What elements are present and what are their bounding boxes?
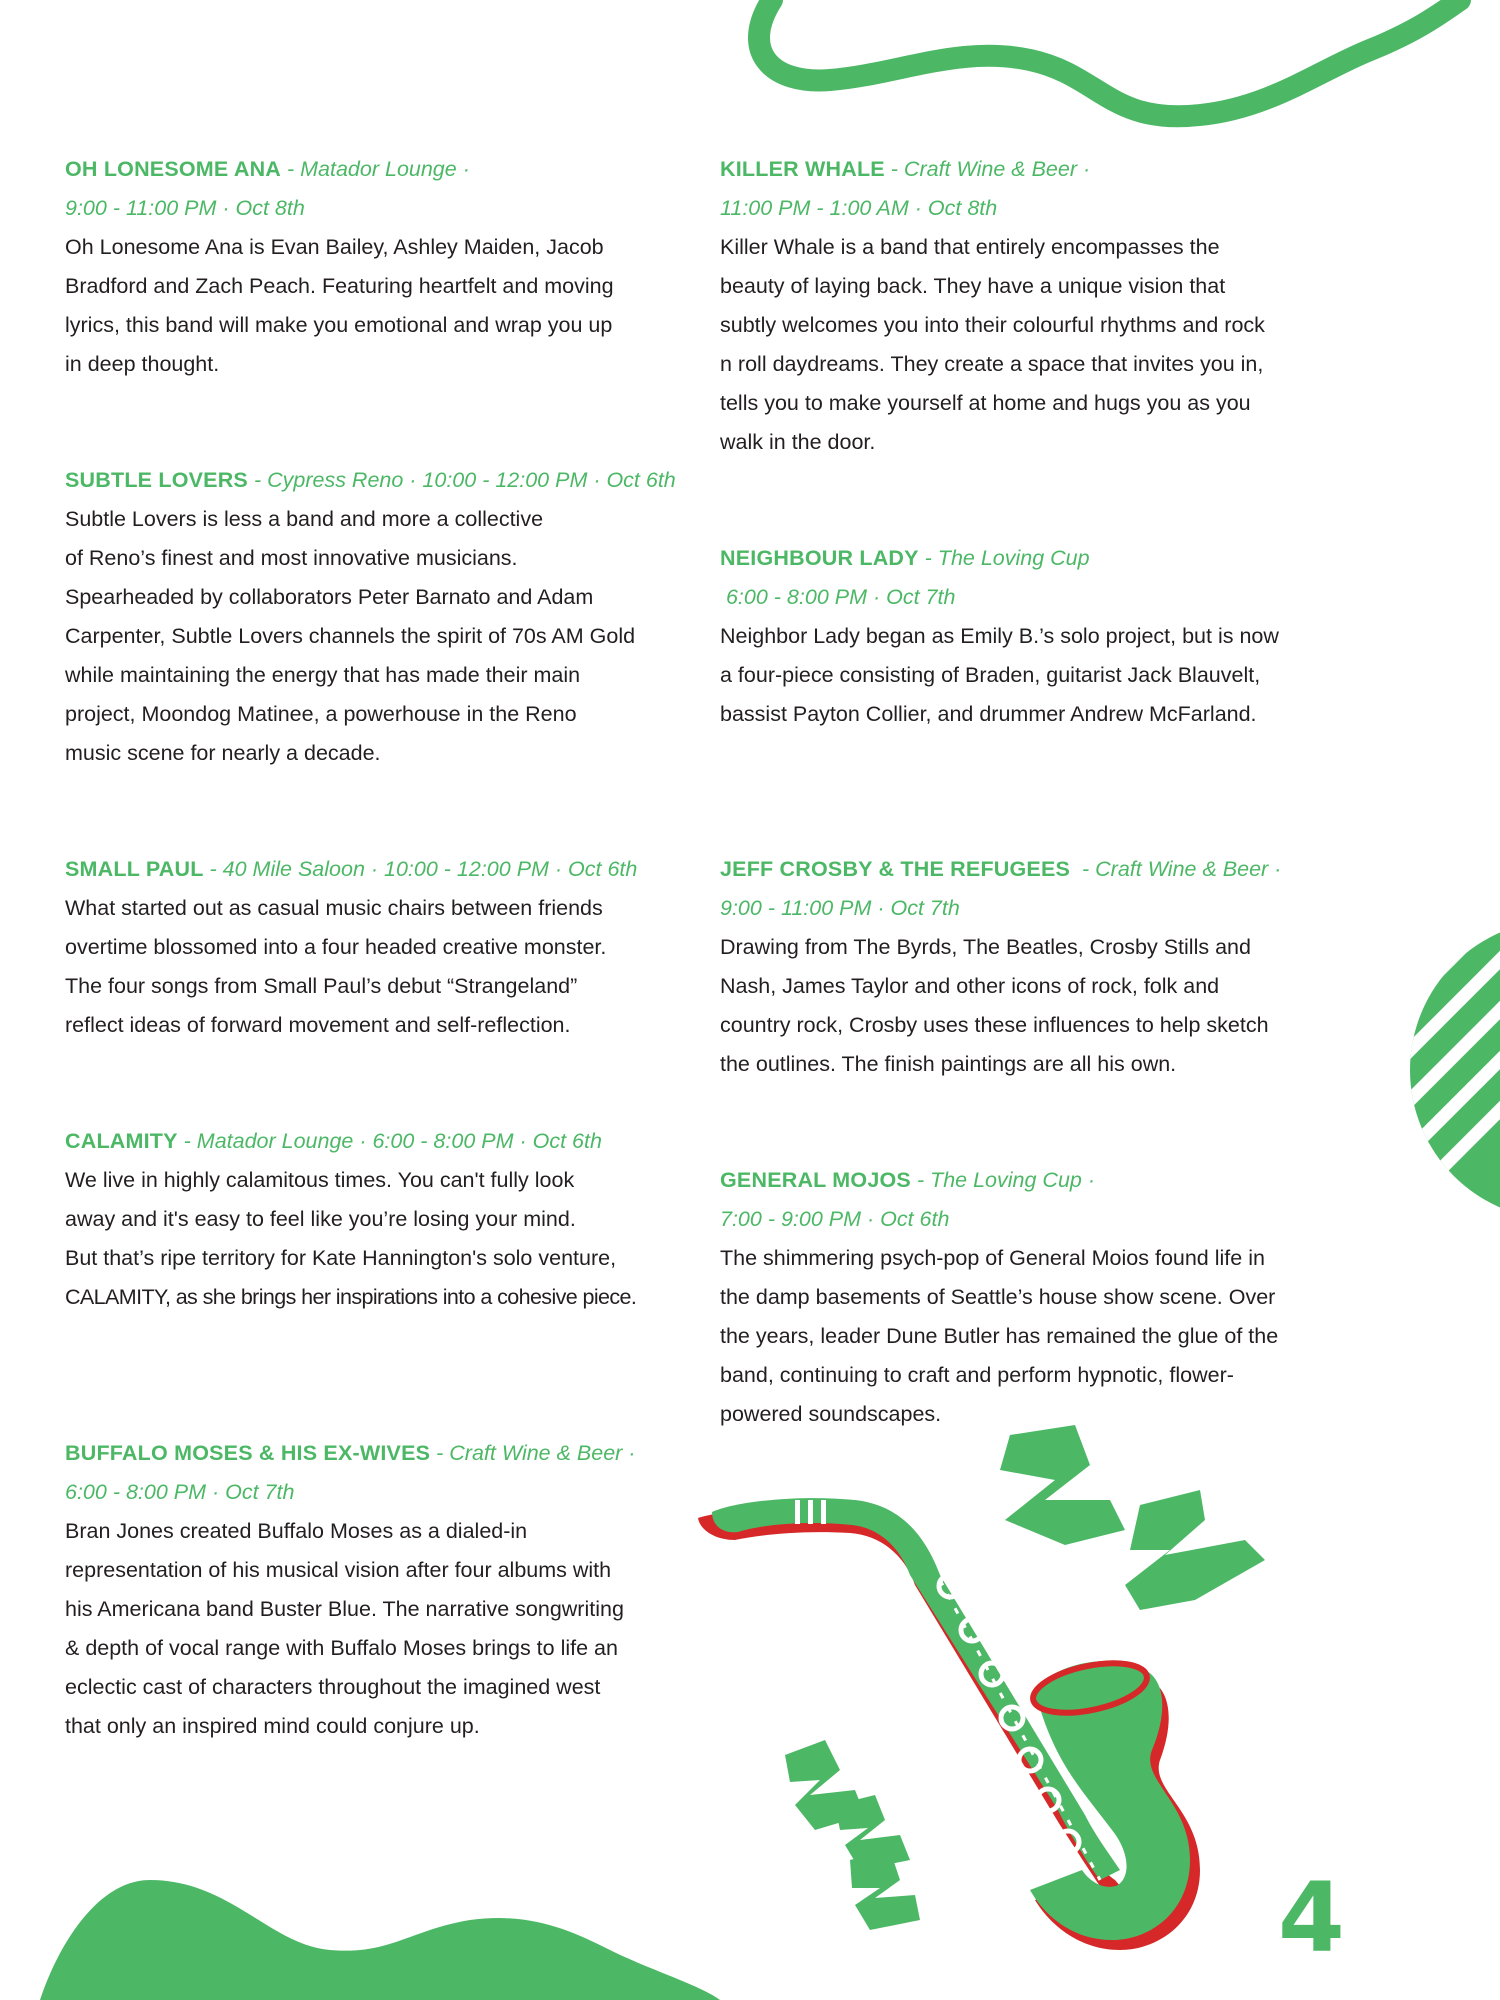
description-line: subtly welcomes you into their colourful rhythms and rock	[720, 313, 1265, 337]
band-name: SMALL PAUL	[65, 857, 204, 881]
venue-time: - Craft Wine & Beer ·	[1070, 857, 1282, 881]
description-line: Bradford and Zach Peach. Featuring heartfelt and moving	[65, 274, 614, 298]
band-entry	[65, 1122, 705, 1317]
band-name: BUFFALO MOSES & HIS EX-WIVES	[65, 1441, 431, 1465]
zz-symbol-small	[785, 1740, 865, 1830]
description-line: his Americana band Buster Blue. The narrative songwriting	[65, 1597, 624, 1621]
band-entry	[720, 150, 1360, 462]
description-line: while maintaining the energy that has made their main	[65, 663, 581, 687]
band-entry	[720, 1161, 1360, 1434]
entry-header	[720, 150, 1360, 189]
description-line: band, continuing to craft and perform hypnotic, flower-	[720, 1363, 1234, 1387]
bottom-hill-shape	[40, 1880, 720, 2000]
description-line: walk in the door.	[720, 430, 876, 454]
description-line: Killer Whale is a band that entirely encompasses the	[720, 235, 1220, 259]
description-line: representation of his musical vision after four albums with	[65, 1558, 612, 1582]
venue-time: - Matador Lounge · 6:00 - 8:00 PM · Oct 6th	[177, 1129, 602, 1153]
description-line: Neighbor Lady began as Emily B.’s solo project, but is now	[720, 624, 1279, 648]
venue-time: - Cypress Reno · 10:00 - 12:00 PM · Oct 6th	[247, 468, 676, 492]
entry-header	[65, 461, 705, 500]
venue-time: - The Loving Cup	[918, 546, 1090, 570]
description-line: powered soundscapes.	[720, 1402, 942, 1426]
band-entry	[65, 1434, 705, 1746]
description-line: a four-piece consisting of Braden, guitarist Jack Blauvelt,	[720, 663, 1261, 687]
venue-time: - The Loving Cup ·	[910, 1168, 1095, 1192]
band-entry	[720, 850, 1360, 1084]
description-line: the damp basements of Seattle’s house show scene. Over	[720, 1285, 1276, 1309]
venue-time: - 40 Mile Saloon · 10:00 - 12:00 PM · Oct 6th	[203, 857, 638, 881]
description-line: We live in highly calamitous times. You can't fully look	[65, 1168, 575, 1192]
band-entry	[65, 150, 705, 384]
description-line: & depth of vocal range with Buffalo Moses brings to life an	[65, 1636, 618, 1660]
venue-time: - Craft Wine & Beer ·	[430, 1441, 636, 1465]
zz-symbol-large	[1000, 1425, 1125, 1545]
description-line: eclectic cast of characters throughout the imagined west	[65, 1675, 601, 1699]
venue-time: - Craft Wine & Beer ·	[884, 157, 1091, 181]
venue-time: 11:00 PM - 1:00 AM · Oct 8th	[720, 196, 998, 220]
description-line: reflect ideas of forward movement and self-reflection.	[65, 1013, 571, 1037]
description-line: lyrics, this band will make you emotional and wrap you up	[65, 313, 613, 337]
band-name: CALAMITY	[65, 1129, 178, 1153]
entry-header	[65, 150, 705, 189]
band-name: JEFF CROSBY & THE REFUGEES	[720, 857, 1071, 881]
description-line: project, Moondog Matinee, a powerhouse in the Reno	[65, 702, 577, 726]
venue-time: 6:00 - 8:00 PM · Oct 7th	[65, 1480, 295, 1504]
striped-circle-shape	[1380, 850, 1500, 1230]
description-line: Nash, James Taylor and other icons of rock, folk and	[720, 974, 1220, 998]
description-line: bassist Payton Collier, and drummer Andrew McFarland.	[720, 702, 1257, 726]
venue-time: - Matador Lounge ·	[281, 157, 470, 181]
entry-header	[65, 1122, 705, 1161]
entry-header	[65, 850, 705, 889]
description-line: What started out as casual music chairs between friends	[65, 896, 603, 920]
description-line: Oh Lonesome Ana is Evan Bailey, Ashley Maiden, Jacob	[65, 235, 604, 259]
description-line: Bran Jones created Buffalo Moses as a dialed-in	[65, 1519, 528, 1543]
description-line: The shimmering psych-pop of General Moios found life in	[720, 1246, 1265, 1270]
description-line: tells you to make yourself at home and hugs you as you	[720, 391, 1251, 415]
band-entry	[65, 850, 705, 1045]
venue-time: 7:00 - 9:00 PM · Oct 6th	[720, 1207, 950, 1231]
band-name: KILLER WHALE	[720, 157, 885, 181]
description-line: n roll daydreams. They create a space that invites you in,	[720, 352, 1264, 376]
description-line: The four songs from Small Paul’s debut “Strangeland”	[65, 974, 578, 998]
band-name: GENERAL MOJOS	[720, 1168, 911, 1192]
description-line: Subtle Lovers is less a band and more a collective	[65, 507, 544, 531]
band-entry	[720, 539, 1360, 734]
band-name: OH LONESOME ANA	[65, 157, 282, 181]
description-line: the outlines. The finish paintings are all his own.	[720, 1052, 1177, 1076]
description-line: Spearheaded by collaborators Peter Barnato and Adam	[65, 585, 594, 609]
description-line: Carpenter, Subtle Lovers channels the spirit of 70s AM Gold	[65, 624, 636, 648]
saxophone-illustration	[698, 1498, 1200, 1950]
entry-header	[720, 850, 1360, 889]
entry-header	[720, 1161, 1360, 1200]
description-line: of Reno’s finest and most innovative musicians.	[65, 546, 518, 570]
description-line: country rock, Crosby uses these influences to help sketch	[720, 1013, 1269, 1037]
description-line: CALAMITY, as she brings her inspirations into a cohesive piece.	[65, 1285, 637, 1309]
venue-time: 9:00 - 11:00 PM · Oct 8th	[65, 196, 305, 220]
venue-time: 9:00 - 11:00 PM · Oct 7th	[720, 896, 960, 920]
page-number: 4	[1278, 1862, 1345, 1974]
top-squiggle-shape	[759, 0, 1460, 116]
description-line: beauty of laying back. They have a unique vision that	[720, 274, 1226, 298]
description-line: in deep thought.	[65, 352, 220, 376]
description-line: But that’s ripe territory for Kate Hannington's solo venture,	[65, 1246, 617, 1270]
band-name: SUBTLE LOVERS	[65, 468, 248, 492]
description-line: Drawing from The Byrds, The Beatles, Crosby Stills and	[720, 935, 1251, 959]
description-line: music scene for nearly a decade.	[65, 741, 381, 765]
venue-time: 6:00 - 8:00 PM · Oct 7th	[720, 585, 956, 609]
entry-header	[65, 1434, 705, 1473]
description-line: the years, leader Dune Butler has remained the glue of the	[720, 1324, 1279, 1348]
entry-header	[720, 539, 1360, 578]
band-entry	[65, 461, 705, 773]
description-line: overtime blossomed into a four headed creative monster.	[65, 935, 607, 959]
band-name: NEIGHBOUR LADY	[720, 546, 919, 570]
description-line: that only an inspired mind could conjure up.	[65, 1714, 480, 1738]
description-line: away and it's easy to feel like you’re losing your mind.	[65, 1207, 576, 1231]
